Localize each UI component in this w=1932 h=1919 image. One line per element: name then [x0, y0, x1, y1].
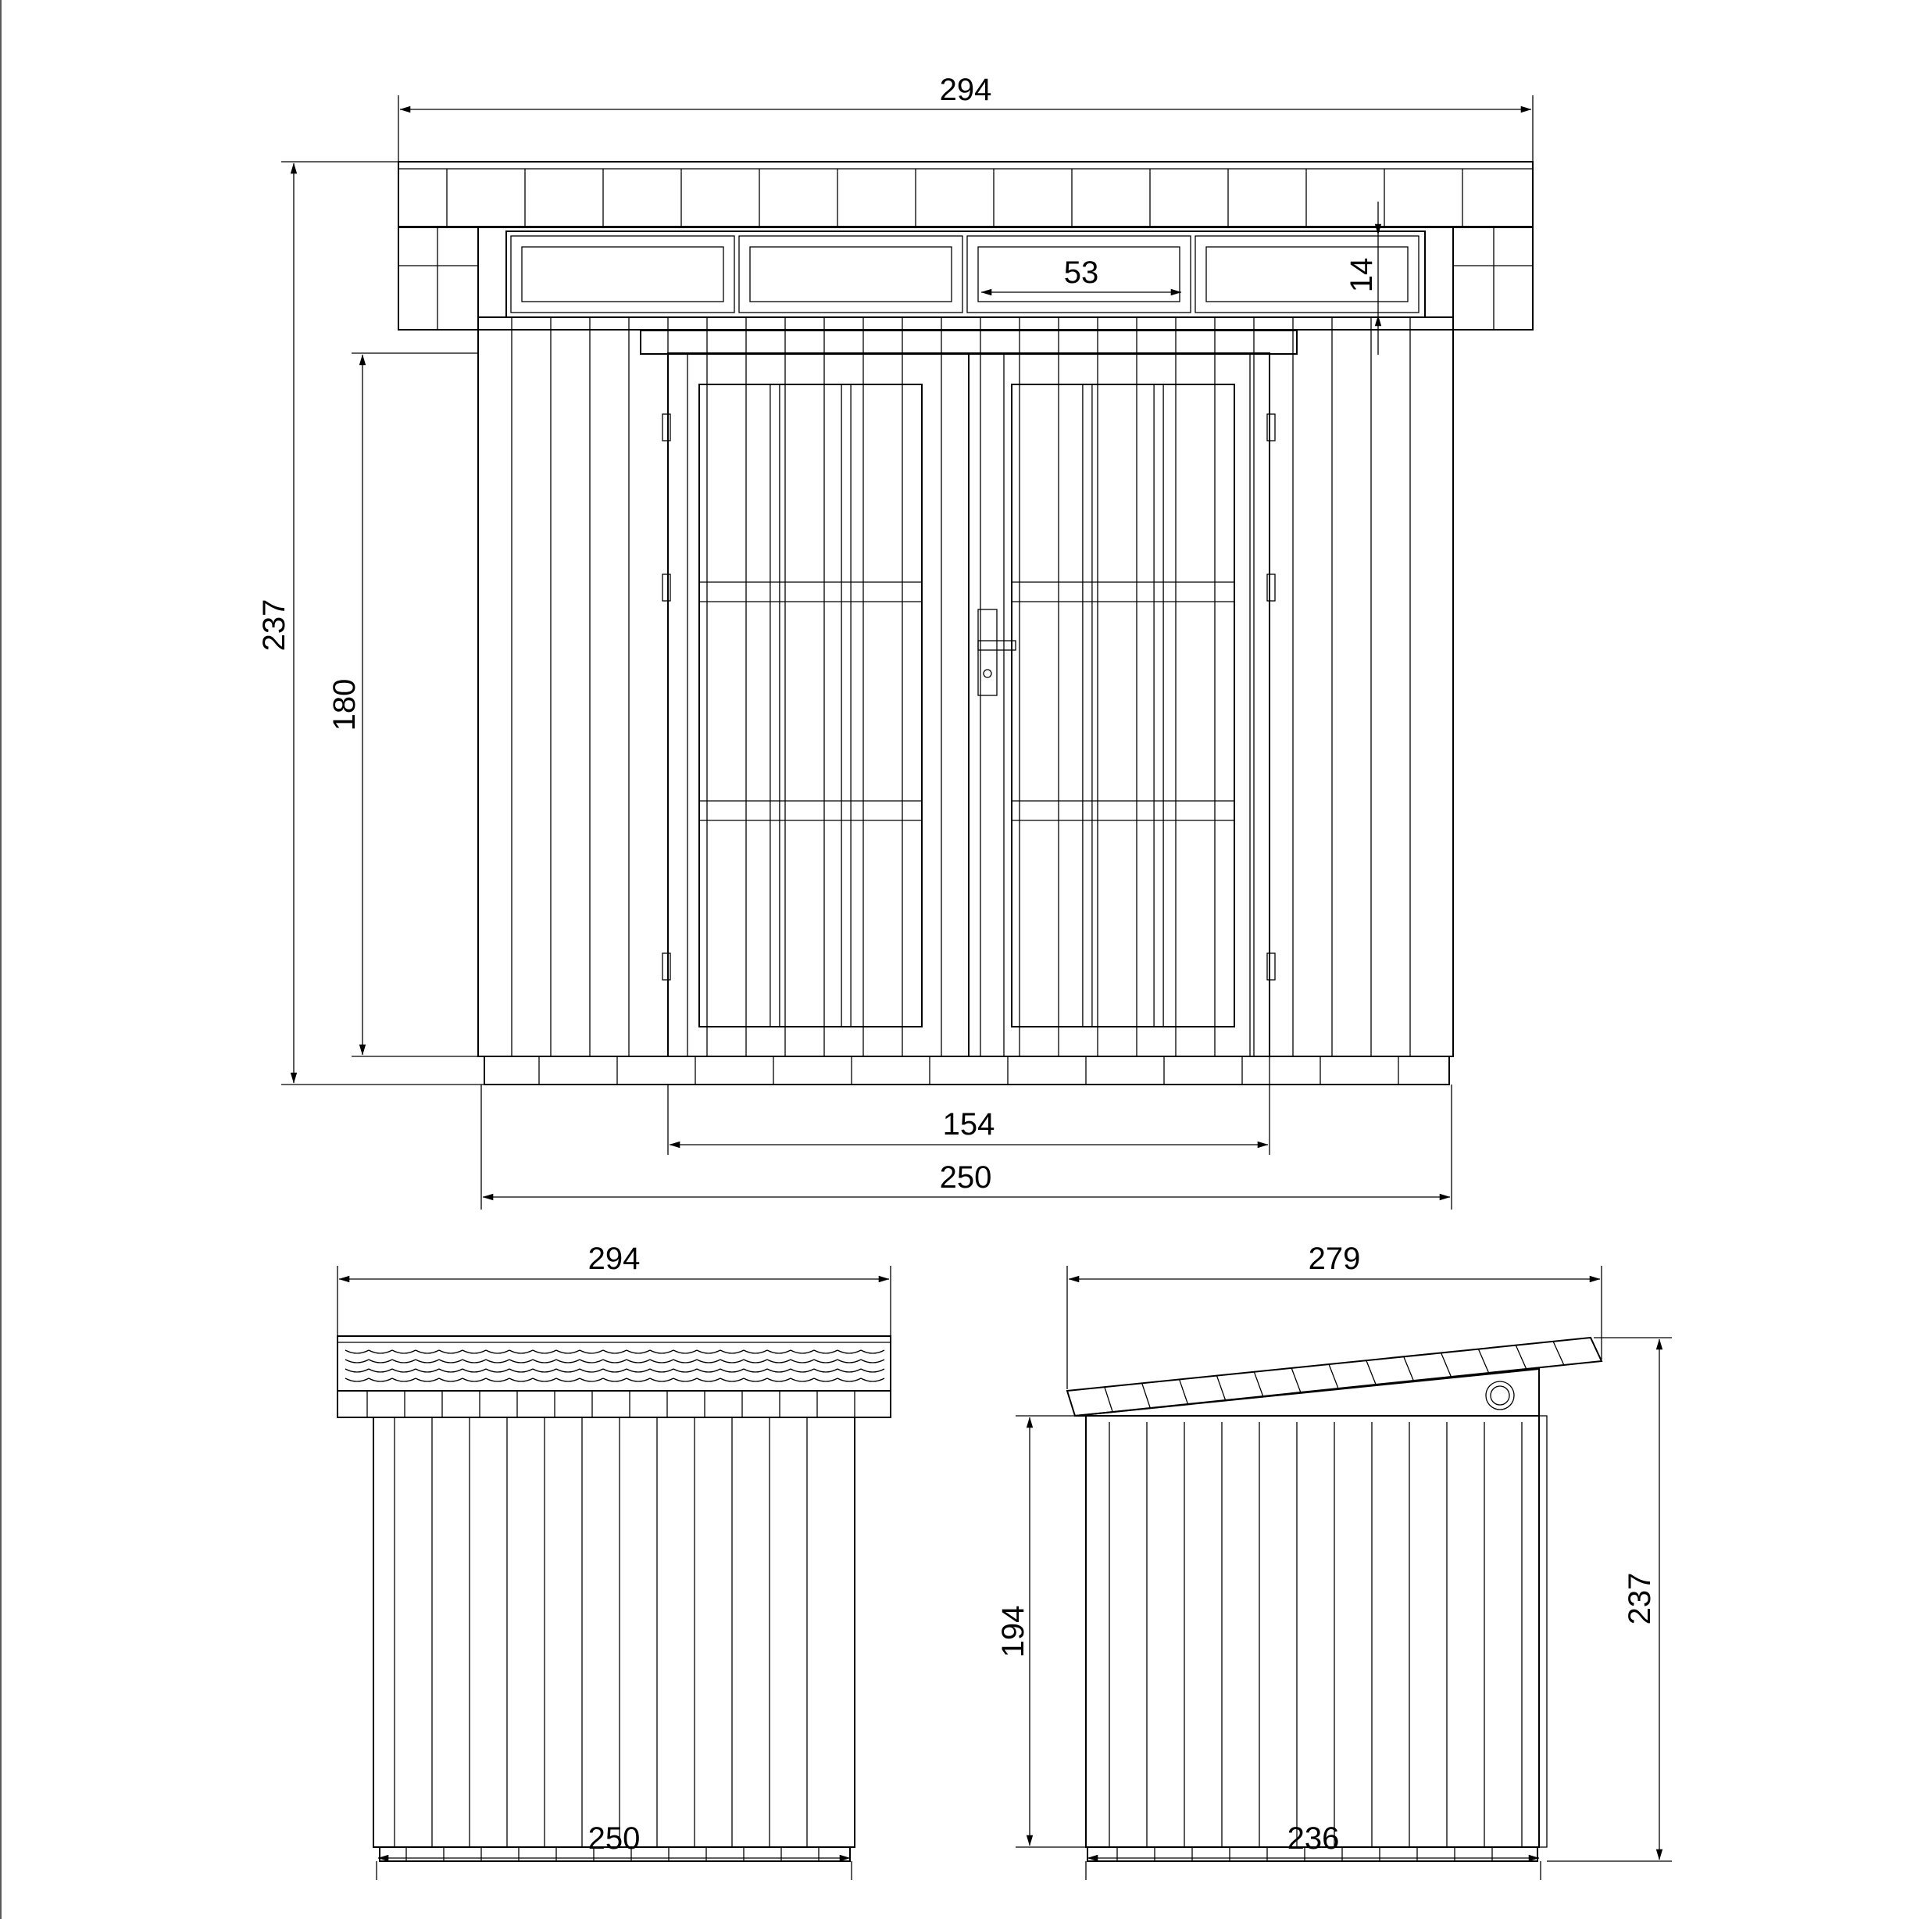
roof-shingle: [650, 1369, 673, 1372]
back-roof: [337, 1336, 891, 1417]
roof-shingle: [580, 1360, 603, 1363]
front-dim-base-width: [481, 1085, 1452, 1210]
roof-shingle: [814, 1369, 837, 1372]
roof-shingle: [767, 1378, 791, 1381]
back-base-width-label: 250: [587, 1821, 641, 1856]
side-height-total-label: 237: [1623, 1572, 1657, 1625]
roof-shingle: [509, 1360, 533, 1363]
roof-shingle: [369, 1378, 392, 1381]
window-width-label: 53: [1063, 256, 1099, 290]
roof-shingle: [814, 1378, 837, 1381]
roof-shingle: [580, 1378, 603, 1381]
roof-shingle: [580, 1350, 603, 1353]
roof-shingle: [392, 1369, 416, 1372]
side-dim-width-total: [1067, 1242, 1602, 1389]
roof-shingle: [837, 1350, 861, 1353]
roof-shingle: [462, 1360, 486, 1363]
roof-shingle: [673, 1360, 697, 1363]
roof-shingle: [533, 1369, 556, 1372]
roof-shingle: [791, 1378, 814, 1381]
front-door-height-label: 180: [327, 678, 362, 731]
roof-slat: [1254, 1372, 1262, 1396]
front-width-total-label: 294: [939, 73, 992, 107]
roof-shingle: [439, 1369, 462, 1372]
roof-shingle: [462, 1378, 486, 1381]
door-leaf: [1012, 384, 1234, 1027]
roof-shingle: [814, 1350, 837, 1353]
roof-shingle: [861, 1350, 884, 1353]
roof-slat: [1067, 1391, 1075, 1416]
roof-shingle: [837, 1378, 861, 1381]
roof-shingle: [345, 1369, 369, 1372]
roof-shingle: [556, 1360, 580, 1363]
roof-shingle: [439, 1360, 462, 1363]
roof-shingle: [416, 1369, 439, 1372]
roof-slat: [1180, 1379, 1188, 1404]
roof-shingle: [627, 1369, 650, 1372]
roof-shingle: [462, 1350, 486, 1353]
front-wall: [478, 317, 1453, 1056]
roof-shingle: [720, 1360, 744, 1363]
roof-shingle: [603, 1378, 627, 1381]
front-view: [257, 73, 1533, 1210]
roof-shingle: [697, 1369, 720, 1372]
roof-slat: [1142, 1383, 1151, 1408]
roof-shingle: [720, 1369, 744, 1372]
roof-shingle: [345, 1360, 369, 1363]
roof-shingle: [486, 1369, 509, 1372]
roof-shingle: [439, 1378, 462, 1381]
roof-shingle: [603, 1369, 627, 1372]
roof-slat: [1291, 1368, 1301, 1392]
roof-shingle: [486, 1350, 509, 1353]
door-header: [641, 331, 1297, 354]
roof-slat: [1441, 1353, 1452, 1377]
roof-shingle: [580, 1369, 603, 1372]
roof-shingle: [556, 1369, 580, 1372]
window-pane-inner: [750, 247, 952, 302]
roof-shingle: [369, 1369, 392, 1372]
side-dim-height-total: [1547, 1338, 1672, 1861]
roof-shingle: [345, 1378, 369, 1381]
front-dim-window-height: [1345, 202, 1379, 355]
roof-slat: [1591, 1338, 1602, 1361]
roof-slat: [1478, 1349, 1488, 1373]
roof-shingle: [744, 1369, 767, 1372]
side-dim-wall-height: [996, 1416, 1087, 1847]
roof-shingle: [837, 1360, 861, 1363]
roof-shingle: [767, 1360, 791, 1363]
roof-shingle: [744, 1360, 767, 1363]
roof-shingle: [345, 1350, 369, 1353]
roof-slat: [1105, 1387, 1112, 1412]
roof-shingle: [486, 1360, 509, 1363]
front-roof: [398, 162, 1533, 227]
roof-shingle: [627, 1350, 650, 1353]
front-dim-window-width: [981, 256, 1181, 292]
roof-shingle: [556, 1350, 580, 1353]
roof-shingle: [837, 1369, 861, 1372]
side-width-total-label: 279: [1308, 1242, 1361, 1276]
roof-shingle: [627, 1360, 650, 1363]
roof-shingle: [673, 1369, 697, 1372]
back-view: [337, 1242, 891, 1880]
roof-shingle: [673, 1350, 697, 1353]
front-base: [484, 1056, 1449, 1085]
window-pane: [739, 236, 962, 313]
roof-shingle: [720, 1350, 744, 1353]
back-width-total-label: 294: [587, 1242, 641, 1276]
window-height-label: 14: [1345, 257, 1379, 293]
roof-shingle: [861, 1360, 884, 1363]
roof-shingle: [392, 1350, 416, 1353]
roof-slat: [1366, 1360, 1376, 1385]
roof-shingle: [673, 1378, 697, 1381]
roof-shingle: [697, 1350, 720, 1353]
roof-shingle: [861, 1378, 884, 1381]
back-wall: [373, 1417, 855, 1847]
side-base-width-label: 236: [1287, 1821, 1340, 1856]
window-pane-inner: [522, 247, 723, 302]
roof-shingle: [720, 1378, 744, 1381]
back-dim-width-total: [337, 1242, 891, 1336]
front-height-total-label: 237: [257, 599, 291, 652]
roof-shingle: [486, 1378, 509, 1381]
front-door: [662, 353, 1275, 1056]
front-dim-door-width: [668, 1056, 1270, 1155]
roof-shingle: [392, 1378, 416, 1381]
roof-shingle: [767, 1369, 791, 1372]
roof-shingle: [744, 1378, 767, 1381]
hinge-icon: [662, 953, 670, 980]
side-wall: [1086, 1416, 1547, 1847]
roof-shingle: [627, 1378, 650, 1381]
roof-shingle: [392, 1360, 416, 1363]
roof-shingle: [533, 1350, 556, 1353]
roof-shingle: [791, 1369, 814, 1372]
back-dim-base-width: [377, 1821, 852, 1880]
roof-shingle: [650, 1360, 673, 1363]
roof-shingle: [509, 1369, 533, 1372]
roof-shingle: [533, 1378, 556, 1381]
roof-shingle: [767, 1350, 791, 1353]
front-window-strip: [506, 231, 1425, 317]
roof-shingle: [791, 1360, 814, 1363]
roof-shingle: [697, 1360, 720, 1363]
roof-shingle: [509, 1378, 533, 1381]
hinge-icon: [1267, 414, 1275, 441]
hinge-icon: [662, 414, 670, 441]
roof-shingle: [744, 1350, 767, 1353]
roof-shingle: [509, 1350, 533, 1353]
roof-slat: [1216, 1376, 1225, 1400]
side-view: [996, 1242, 1672, 1880]
roof-shingle: [416, 1360, 439, 1363]
roof-shingle: [650, 1378, 673, 1381]
roof-slat: [1329, 1364, 1338, 1388]
roof-shingle: [533, 1360, 556, 1363]
roof-shingle: [814, 1360, 837, 1363]
roof-shingle: [603, 1350, 627, 1353]
roof-shingle: [416, 1350, 439, 1353]
side-roof: [1067, 1338, 1602, 1416]
roof-shingle: [369, 1350, 392, 1353]
hinge-icon: [662, 574, 670, 601]
roof-shingle: [861, 1369, 884, 1372]
roof-shingle: [439, 1350, 462, 1353]
roof-shingle: [603, 1360, 627, 1363]
front-door-width-label: 154: [942, 1107, 995, 1142]
roof-shingle: [369, 1360, 392, 1363]
front-dim-door-height: [327, 353, 478, 1056]
hinge-icon: [1267, 953, 1275, 980]
roof-shingle: [650, 1350, 673, 1353]
door-leaf: [699, 384, 922, 1027]
roof-shingle: [462, 1369, 486, 1372]
front-dim-height-total: [257, 162, 484, 1085]
roof-slat: [1553, 1342, 1564, 1365]
hinge-icon: [1267, 574, 1275, 601]
window-pane: [511, 236, 734, 313]
roof-slat: [1516, 1345, 1526, 1369]
roof-shingle: [697, 1378, 720, 1381]
roof-slat: [1404, 1356, 1414, 1381]
front-dim-width-total: [398, 73, 1533, 162]
roof-shingle: [416, 1378, 439, 1381]
door-handle: [978, 609, 1016, 695]
window-pane: [1195, 236, 1419, 313]
roof-shingle: [556, 1378, 580, 1381]
front-base-width-label: 250: [939, 1160, 992, 1195]
side-dim-base-width: [1086, 1821, 1541, 1880]
side-wall-height-label: 194: [996, 1605, 1030, 1658]
roof-shingle: [791, 1350, 814, 1353]
